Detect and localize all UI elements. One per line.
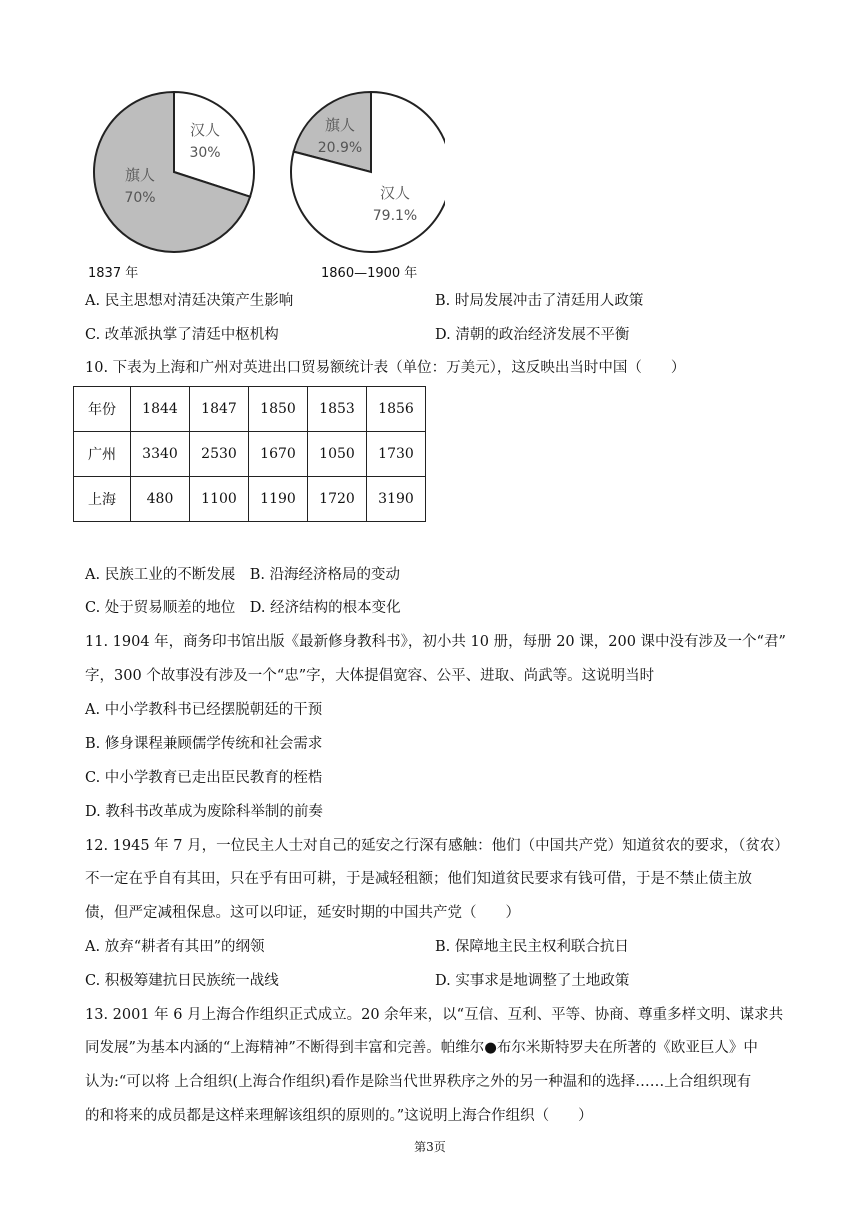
slice-percent: 30% xyxy=(189,145,221,161)
table-cell: 3340 xyxy=(131,432,190,477)
pie-charts-svg xyxy=(85,80,445,290)
slice-percent: 20.9% xyxy=(317,140,363,156)
q11-stem-line2: 字，300 个故事没有涉及一个“忠”字，大体提倡宽容、公平、进取、尚武等。这说明当时 xyxy=(85,668,655,684)
slice-label: 汉人 xyxy=(379,184,411,202)
q13-stem-line2: 同发展”为基本内涵的“上海精神”不断得到丰富和完善。帕维尔●布尔米斯特罗夫在所著的《欧亚巨人》中 xyxy=(85,1040,758,1056)
q12-stem-line1: 12. 1945 年 7 月，一位民主人士对自己的延安之行深有感触：他们（中国共产党）知道贫农的要求，（贫农） xyxy=(85,838,789,854)
table-cell: 1844 xyxy=(131,387,190,432)
q11-option-b: B. 修身课程兼顾儒学传统和社会需求 xyxy=(85,736,323,752)
table-cell: 1670 xyxy=(249,432,308,477)
q10-stem: 10. 下表为上海和广州对英进出口贸易额统计表（单位：万美元），这反映出当时中国（ ） xyxy=(85,360,686,376)
pie2-caption: 1860—1900 年 xyxy=(321,266,418,281)
table-cell: 480 xyxy=(131,477,190,522)
q12-stem-line2: 不一定在乎自有其田，只在乎有田可耕，于是减轻租额；他们知道贫民要求有钱可借，于是不禁止债主放 xyxy=(85,871,752,887)
slice-label: 汉人 xyxy=(189,121,221,139)
q9-option-c: C. 改革派执掌了清廷中枢机构 xyxy=(85,327,279,343)
q12-option-d: D. 实事求是地调整了土地政策 xyxy=(435,973,630,989)
table-cell: 1856 xyxy=(367,387,426,432)
q9-option-b: B. 时局发展冲击了清廷用人政策 xyxy=(435,293,644,309)
q13-stem-line1: 13. 2001 年 6 月上海合作组织正式成立。20 余年来，以“互信、互利、平等、协商、尊重多样文明、谋求共 xyxy=(85,1007,784,1023)
pie1-caption: 1837 年 xyxy=(88,266,139,281)
q9-option-a: A. 民主思想对清廷决策产生影响 xyxy=(85,293,294,309)
slice-percent: 70% xyxy=(124,190,156,206)
q13-stem-line4: 的和将来的成员都是这样来理解该组织的原则的。”这说明上海合作组织（ ） xyxy=(85,1108,593,1124)
table-cell: 1853 xyxy=(308,387,367,432)
table-cell: 3190 xyxy=(367,477,426,522)
q9-option-d: D. 清朝的政治经济发展不平衡 xyxy=(435,327,630,343)
q11-option-d: D. 教科书改革成为废除科举制的前奏 xyxy=(85,804,323,820)
q12-option-a: A. 放弃“耕者有其田”的纲领 xyxy=(85,939,265,955)
table-cell: 1720 xyxy=(308,477,367,522)
table-cell: 2530 xyxy=(190,432,249,477)
table-cell: 广州 xyxy=(74,432,131,477)
table-cell: 1847 xyxy=(190,387,249,432)
table-cell: 年份 xyxy=(74,387,131,432)
q11-option-c: C. 中小学教育已走出臣民教育的桎梏 xyxy=(85,770,323,786)
q12-option-c: C. 积极筹建抗日民族统一战线 xyxy=(85,973,279,989)
slice-percent: 79.1% xyxy=(372,208,418,224)
table-row xyxy=(74,477,426,522)
slice-label: 旗人 xyxy=(124,166,156,184)
table-cell: 1100 xyxy=(190,477,249,522)
q12-stem-line3: 债，但严定减租保息。这可以印证，延安时期的中国共产党（ ） xyxy=(85,905,520,921)
table-cell: 1730 xyxy=(367,432,426,477)
trade-table xyxy=(73,386,426,522)
q11-stem-line1: 11. 1904 年，商务印书馆出版《最新修身教科书》，初小共 10 册，每册 20 课，200 课中没有涉及一个“君” xyxy=(85,634,786,650)
q12-option-b: B. 保障地主民主权利联合抗日 xyxy=(435,939,629,955)
table-cell: 1850 xyxy=(249,387,308,432)
table-cell: 上海 xyxy=(74,477,131,522)
q10-options-cd: C. 处于贸易顺差的地位 D. 经济结构的根本变化 xyxy=(85,600,401,616)
table-row xyxy=(74,387,426,432)
slice-label: 旗人 xyxy=(324,116,356,134)
page-number: 第3页 xyxy=(414,1140,446,1154)
pie-charts-figure xyxy=(85,80,445,290)
q11-option-a: A. 中小学教科书已经摆脱朝廷的干预 xyxy=(85,702,323,718)
table-row xyxy=(74,432,426,477)
table-cell: 1190 xyxy=(249,477,308,522)
table-cell: 1050 xyxy=(308,432,367,477)
q13-stem-line3: 认为:“可以将 上合组织(上海合作组织)看作是除当代世界秩序之外的另一种温和的选择……上合组织现有 xyxy=(85,1074,752,1090)
q10-options-ab: A. 民族工业的不断发展 B. 沿海经济格局的变动 xyxy=(85,567,401,583)
